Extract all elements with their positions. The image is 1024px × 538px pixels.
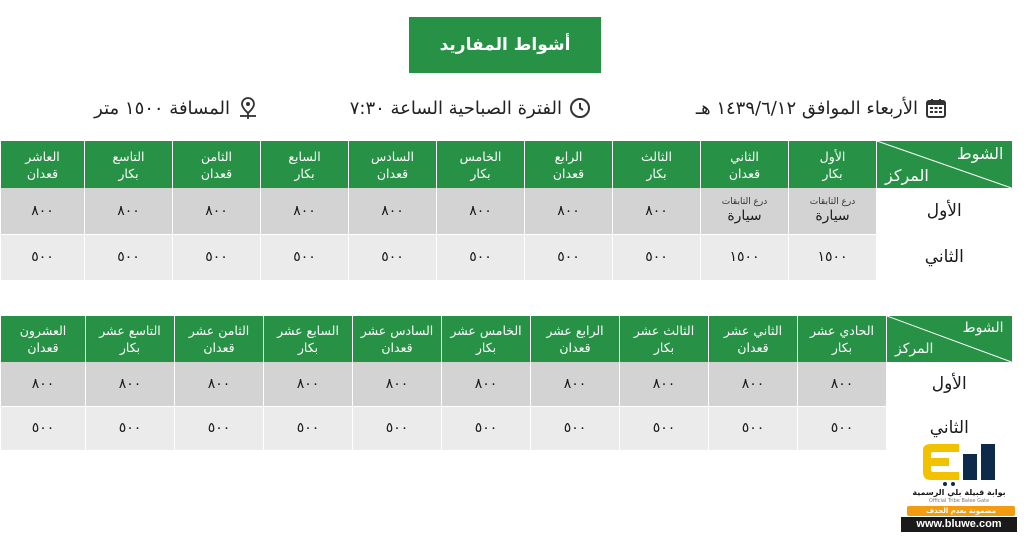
prize-cell: ٥٠٠ — [264, 406, 353, 450]
round-name: السابع — [288, 148, 321, 164]
table-row — [1, 234, 1012, 280]
round-type: قعدان — [203, 340, 235, 355]
round-type: قعدان — [200, 165, 233, 181]
round-header — [701, 141, 789, 188]
prize-cell: ٨٠٠ — [798, 362, 887, 406]
round-name: السادس — [370, 148, 415, 164]
prize-value: سيارة — [815, 208, 850, 225]
date-info — [696, 90, 948, 126]
prize-cell: ٥٠٠ — [437, 234, 525, 280]
prize-cell: ٨٠٠ — [349, 188, 437, 234]
round-type: قعدان — [552, 165, 585, 181]
logo-tagline: بوابة قبيلة بلي الرسمية — [912, 488, 1006, 497]
position-cell: الأول — [887, 362, 1012, 406]
round-header — [349, 141, 437, 188]
prize-cell: ٥٠٠ — [1, 406, 86, 450]
round-name: الثاني — [730, 148, 759, 164]
prize-cell: ٨٠٠ — [442, 362, 531, 406]
prize-cell: ٥٠٠ — [175, 406, 264, 450]
position-label: المركز — [885, 166, 929, 185]
logo-subtitle: Official Tribe Balee Gate — [928, 498, 990, 504]
round-label: الشوط — [962, 320, 1004, 336]
round-name: الثامن عشر — [188, 323, 250, 338]
prize-cell: ٨٠٠ — [709, 362, 798, 406]
prize-cell: ٥٠٠ — [353, 406, 442, 450]
prize-cell: ٥٠٠ — [798, 406, 887, 450]
round-header — [85, 141, 173, 188]
prize-cell: ٨٠٠ — [1, 188, 85, 234]
site-logo[interactable] — [901, 440, 1017, 532]
prize-cell: ٨٠٠ — [264, 362, 353, 406]
round-header — [709, 316, 798, 362]
round-header — [353, 316, 442, 362]
rounds-table-1 — [0, 141, 1012, 281]
round-header — [1, 141, 85, 188]
round-header — [264, 316, 353, 362]
prize-cell — [789, 188, 877, 234]
round-header — [261, 141, 349, 188]
prize-cell: ٨٠٠ — [175, 362, 264, 406]
location-pin-icon — [236, 96, 260, 120]
round-header — [175, 316, 264, 362]
calendar-icon — [924, 96, 948, 120]
round-header — [86, 316, 175, 362]
round-name: التاسع عشر — [99, 323, 161, 338]
prize-cell: ٨٠٠ — [85, 188, 173, 234]
logo-mark-icon — [919, 440, 999, 486]
round-name: الحادي عشر — [810, 323, 874, 338]
prize-cell: ٥٠٠ — [613, 234, 701, 280]
prize-cell: ٥٠٠ — [1, 234, 85, 280]
prize-cell: ٥٠٠ — [173, 234, 261, 280]
prize-cell: ٨٠٠ — [531, 362, 620, 406]
round-type: قعدان — [737, 340, 769, 355]
round-type: قعدان — [376, 165, 409, 181]
logo-badge: مضمونة بعدم الحذف — [907, 506, 1015, 516]
round-type: بكار — [119, 340, 141, 355]
round-header — [1, 316, 86, 362]
distance-text: المسافة ١٥٠٠ متر — [94, 97, 230, 119]
round-type: قعدان — [27, 340, 59, 355]
prize-value: سيارة — [727, 208, 762, 225]
round-type: بكار — [822, 165, 843, 181]
prize-cell: ٥٠٠ — [442, 406, 531, 450]
round-type: بكار — [294, 165, 315, 181]
prize-cell: ٥٠٠ — [531, 406, 620, 450]
prize-cell: ٥٠٠ — [261, 234, 349, 280]
position-cell: الثاني — [887, 406, 1012, 450]
prize-cell: ٨٠٠ — [1, 362, 86, 406]
round-header — [442, 316, 531, 362]
round-header — [798, 316, 887, 362]
prize-cell: ٨٠٠ — [525, 188, 613, 234]
round-header — [613, 141, 701, 188]
prize-cell: ٨٠٠ — [437, 188, 525, 234]
prize-cell — [701, 188, 789, 234]
prize-cell: ٨٠٠ — [173, 188, 261, 234]
round-type: بكار — [297, 340, 319, 355]
round-name: التاسع — [112, 148, 145, 164]
round-name: الثالث عشر — [633, 323, 695, 338]
prize-cell: ٥٠٠ — [709, 406, 798, 450]
round-name: الخامس عشر — [450, 323, 522, 338]
info-bar — [78, 90, 948, 126]
rounds-table-2 — [0, 316, 1012, 451]
clock-icon — [568, 96, 592, 120]
prize-cell: ٥٠٠ — [525, 234, 613, 280]
round-header — [173, 141, 261, 188]
round-header — [620, 316, 709, 362]
prize-sub: درع التابقات — [721, 197, 768, 208]
round-type: بكار — [118, 165, 139, 181]
prize-cell: ٨٠٠ — [620, 362, 709, 406]
round-name: العاشر — [25, 148, 60, 164]
prize-cell: ٥٠٠ — [86, 406, 175, 450]
logo-url[interactable]: www.bluwe.com — [901, 517, 1017, 532]
round-type: قعدان — [728, 165, 761, 181]
round-name: الثالث — [641, 148, 672, 164]
round-type: قعدان — [559, 340, 591, 355]
prize-cell: ٨٠٠ — [261, 188, 349, 234]
round-header — [437, 141, 525, 188]
round-name: الخامس — [459, 148, 502, 164]
table-row — [1, 362, 1012, 406]
prize-cell: ٨٠٠ — [86, 362, 175, 406]
page-title: أشواط المفاريد — [409, 17, 601, 73]
round-name: الثامن — [200, 148, 233, 164]
prize-sub: درع التابقات — [809, 197, 856, 208]
date-text: الأربعاء الموافق ١٤٣٩/٦/١٢ هـ — [695, 97, 918, 119]
period-text: الفترة الصباحية الساعة ٧:٣٠ — [349, 97, 562, 119]
round-type: بكار — [831, 340, 853, 355]
round-type: قعدان — [381, 340, 413, 355]
round-type: بكار — [470, 165, 491, 181]
prize-cell: ٥٠٠ — [620, 406, 709, 450]
table-row — [1, 188, 1012, 234]
position-cell: الأول — [877, 188, 1012, 234]
prize-cell: ١٥٠٠ — [789, 234, 877, 280]
round-name: الثاني عشر — [723, 323, 783, 338]
prize-cell: ٥٠٠ — [85, 234, 173, 280]
round-type: بكار — [475, 340, 497, 355]
round-header — [789, 141, 877, 188]
round-name: الأول — [819, 148, 846, 164]
round-label: الشوط — [956, 144, 1004, 163]
position-label: المركز — [895, 341, 934, 357]
prize-cell: ٨٠٠ — [353, 362, 442, 406]
round-name: الرابع عشر — [546, 323, 604, 338]
prize-cell: ٨٠٠ — [613, 188, 701, 234]
round-name: السابع عشر — [277, 323, 339, 338]
round-type: بكار — [653, 340, 675, 355]
round-type: بكار — [646, 165, 667, 181]
prize-cell: ١٥٠٠ — [701, 234, 789, 280]
prize-cell: ٥٠٠ — [349, 234, 437, 280]
round-name: العشرون — [19, 323, 67, 338]
round-header — [525, 141, 613, 188]
distance-info — [94, 90, 260, 126]
period-info — [350, 90, 592, 126]
table-row — [1, 406, 1012, 450]
round-name: الرابع — [554, 148, 583, 164]
round-header — [531, 316, 620, 362]
corner-header — [877, 141, 1012, 188]
corner-header — [887, 316, 1012, 362]
round-type: قعدان — [26, 165, 59, 181]
round-name: السادس عشر — [360, 323, 434, 338]
position-cell: الثاني — [877, 234, 1012, 280]
